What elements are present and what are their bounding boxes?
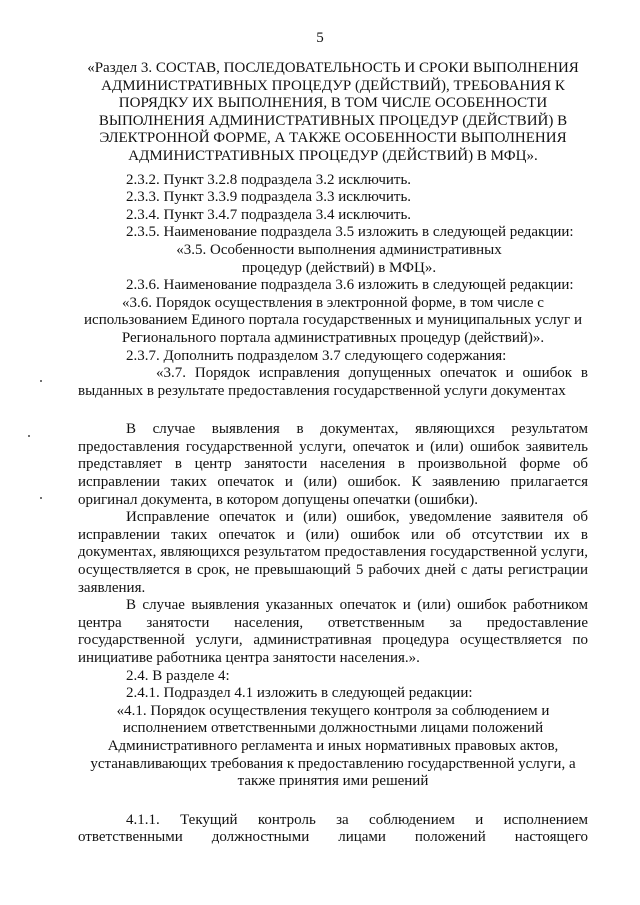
scan-speck: [28, 435, 30, 437]
paragraph: В случае выявления указанных опечаток и (или) ошибок работником центра занятости населения, ответственным за предоставление государственной услуги, административная процедура осуществляется по инициативе работника центра занятости населения.».: [78, 597, 588, 666]
item-2-4-1-quote: «4.1. Порядок осуществления текущего контроля за соблюдением и исполнением ответственными должностными лицами положений Административного регламента и иных нормативных правовых актов, устанавливающих требования к предоставлению государственной услуги, а также принятия ими решений: [90, 702, 576, 790]
item-2-3-6-quote: «3.6. Порядок осуществления в электронной форме, в том числе с использованием Единого портала государственных и муниципальных услуг и Регионального портала административных процедур (действий)».: [84, 294, 582, 346]
paragraph: В случае выявления в документах, являющихся результатом предоставления государственной услуги, опечаток и (или) ошибок заявитель представляет в центр занятости населения в произвольной форме об исправлении таких опечаток и (или) ошибок. К заявлению прилагается оригинал документа, в котором допущены опечатки (ошибки).: [78, 421, 588, 508]
item-2-4-1: 2.4.1. Подраздел 4.1 изложить в следующей редакции:: [126, 685, 473, 702]
item-2-3-6: 2.3.6. Наименование подраздела 3.6 изложить в следующей редакции:: [126, 277, 574, 294]
item-2-3-7: 2.3.7. Дополнить подразделом 3.7 следующего содержания:: [126, 347, 507, 364]
item-2-3-3: 2.3.3. Пункт 3.3.9 подраздела 3.3 исключить.: [126, 189, 412, 206]
scan-speck: [40, 380, 42, 382]
item-2-3-5-quote: «3.5. Особенности выполнения административных процедур (действий) в МФЦ».: [176, 241, 502, 276]
scan-speck: [40, 497, 42, 499]
item-2-3-4: 2.3.4. Пункт 3.4.7 подраздела 3.4 исключить.: [126, 206, 412, 223]
item-2-3-2: 2.3.2. Пункт 3.2.8 подраздела 3.2 исключить.: [126, 171, 412, 188]
section-4-intro: 2.4. В разделе 4:: [126, 667, 230, 684]
document-body: [78, 0, 588, 847]
item-2-3-7-quote: «3.7. Порядок исправления допущенных опечаток и ошибок в выданных в результате предоставления государственной услуги документах: [78, 365, 588, 399]
paragraph: Исправление опечаток и (или) ошибок, уведомление заявителя об исправлении таких опечаток и (или) ошибок или об отсутствии их в документах, являющихся результатом предоставления государственной услуги, осуществляется в срок, не превышающий 5 рабочих дней с даты регистрации заявления.: [78, 509, 588, 596]
item-2-3-5: 2.3.5. Наименование подраздела 3.5 изложить в следующей редакции:: [126, 224, 574, 241]
page-number: 5: [316, 30, 324, 46]
section-heading: «Раздел 3. СОСТАВ, ПОСЛЕДОВАТЕЛЬНОСТЬ И СРОКИ ВЫПОЛНЕНИЯ АДМИНИСТРАТИВНЫХ ПРОЦЕДУР (ДЕЙСТВИЙ), ТРЕБОВАНИЯ К ПОРЯДКУ ИХ ВЫПОЛНЕНИЯ, В ТОМ ЧИСЛЕ ОСОБЕННОСТИ ВЫПОЛНЕНИЯ АДМИНИСТРАТИВНЫХ ПРОЦЕДУР (ДЕЙСТВИЙ) В ЭЛЕКТРОННОЙ ФОРМЕ, А ТАКЖЕ ОСОБЕННОСТИ ВЫПОЛНЕНИЯ АДМИНИСТРАТИВНЫХ ПРОЦЕДУР (ДЕЙСТВИЙ) В МФЦ».: [87, 60, 579, 164]
item-4-1-1: 4.1.1. Текущий контроль за соблюдением и исполнением ответственными должностными лицами положений настоящего: [78, 811, 588, 846]
